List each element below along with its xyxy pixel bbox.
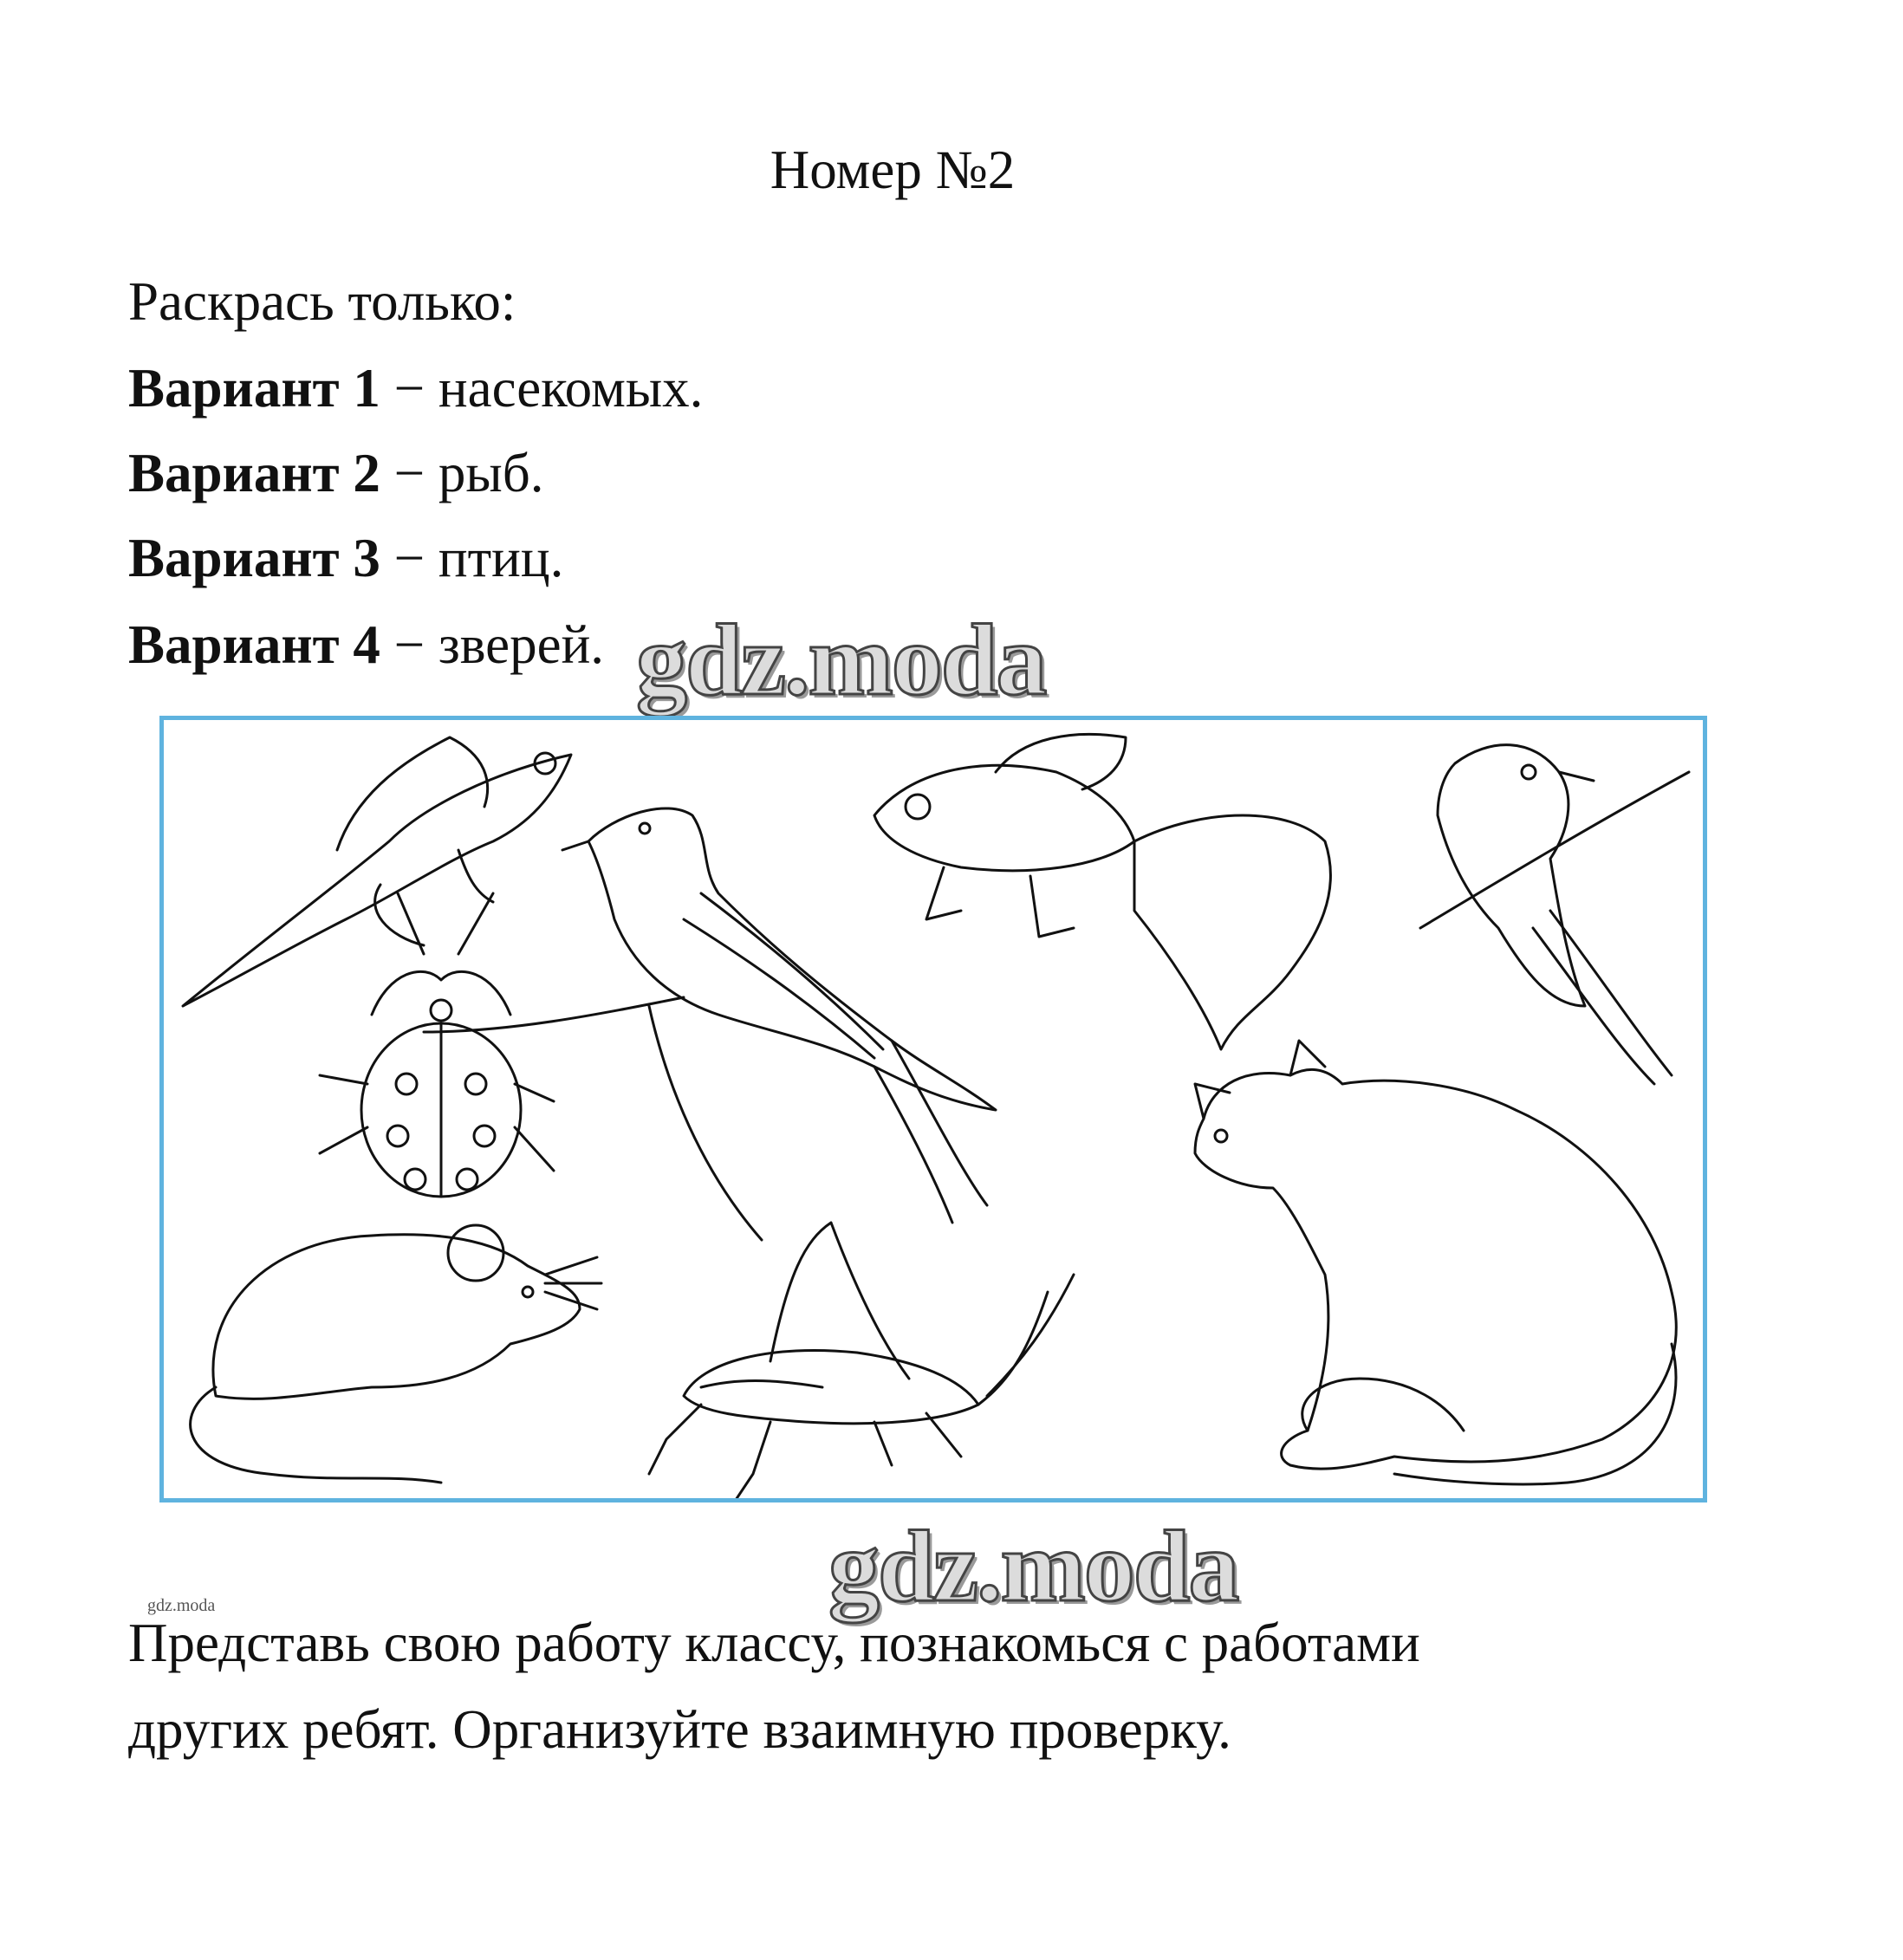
fish-icon [183, 737, 571, 1006]
page-title: Номер №2 [770, 140, 1016, 200]
illustration-frame [159, 716, 1707, 1502]
variant-4-label: Вариант 4 [128, 614, 380, 675]
variant-2-text: − рыб. [380, 443, 544, 503]
footer-line-2: других ребят. Организуйте взаимную проверку. [128, 1699, 1231, 1760]
cat-icon [1195, 1041, 1676, 1484]
swallow-icon [424, 808, 996, 1240]
footer-line-1: Представь свою работу классу, познакомься с работами [128, 1613, 1420, 1673]
variant-2 [128, 442, 544, 505]
tit-bird-icon [1420, 745, 1689, 1084]
variant-3-text: − птиц. [380, 528, 564, 588]
variant-1-text: − насекомых. [380, 358, 704, 419]
watermark-bottom: gdz.moda [828, 1509, 1238, 1623]
instruction: Раскрась только: [128, 271, 516, 332]
variant-3-label: Вариант 3 [128, 528, 380, 588]
variant-2-label: Вариант 2 [128, 443, 380, 503]
goldfish-icon [874, 734, 1330, 1049]
watermark-top: gdz.moda [636, 603, 1046, 717]
variant-1 [128, 357, 703, 420]
grasshopper-icon [649, 1223, 1074, 1498]
variant-1-label: Вариант 1 [128, 358, 380, 419]
mouse-icon [191, 1225, 601, 1483]
watermark-small: gdz.moda [147, 1596, 216, 1615]
variant-4-text: − зверей. [380, 614, 605, 675]
variant-4 [128, 613, 604, 677]
ladybug-icon [320, 893, 554, 1197]
variant-3 [128, 527, 563, 590]
